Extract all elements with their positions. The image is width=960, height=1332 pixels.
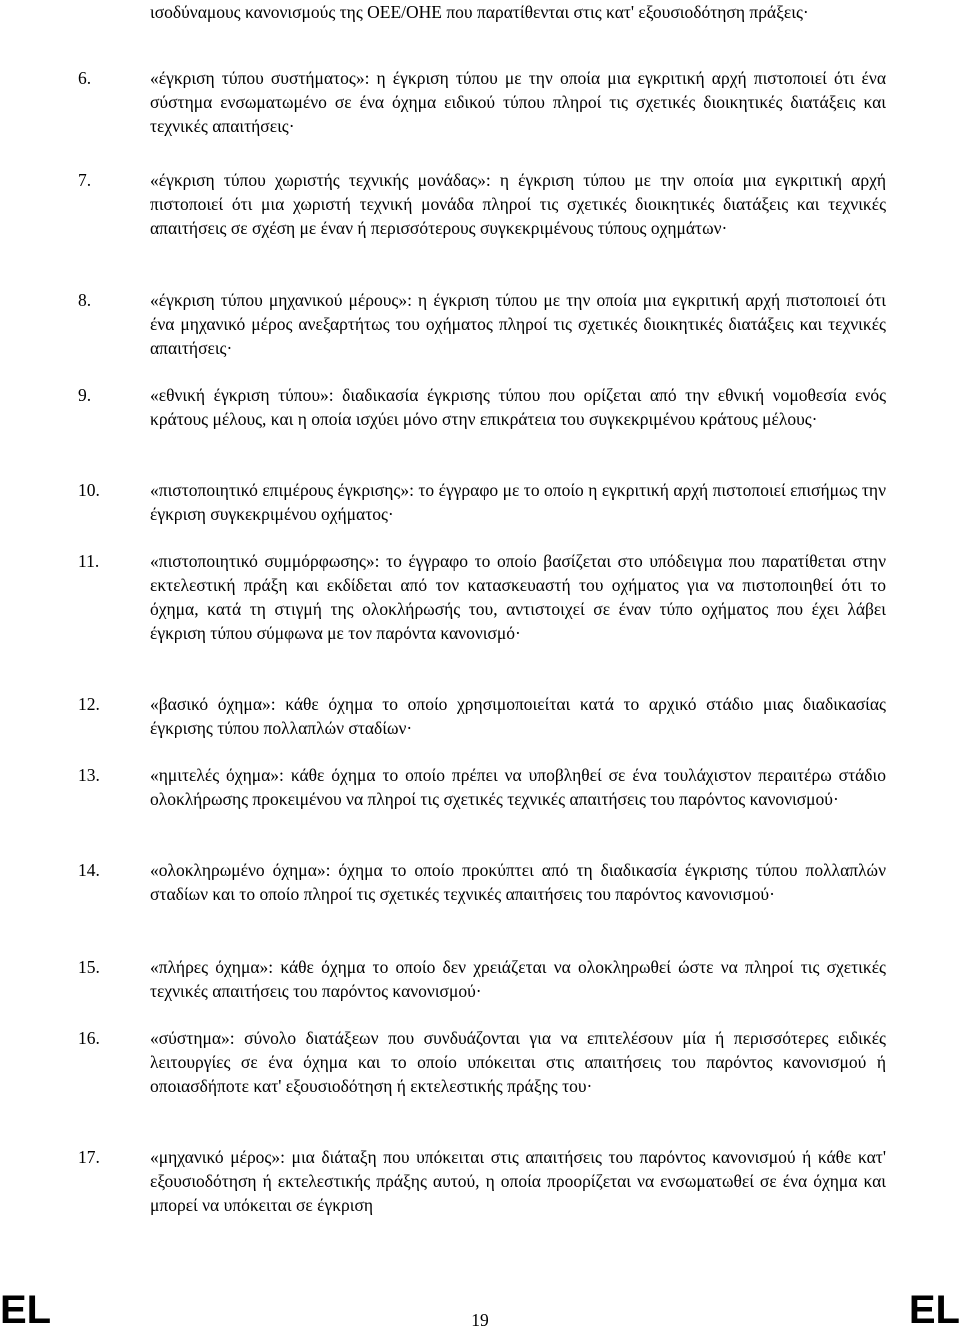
intro-paragraph: ισοδύναμους κανονισμούς της ΟΕΕ/ΟΗΕ που παρατίθενται στις κατ' εξουσιοδότηση πράξεις· — [150, 2, 809, 22]
definition-number: 14. — [78, 860, 100, 880]
definition-number: 9. — [78, 385, 92, 405]
definition-text: «πιστοποιητικό επιμέρους έγκρισης»: το έγγραφο με το οποίο η εγκριτική αρχή πιστοποιεί επισήμως την έγκριση συγκεκριμένου οχήματος· — [150, 480, 886, 524]
definition-number: 7. — [78, 170, 92, 190]
definition-text: «ημιτελές όχημα»: κάθε όχημα το οποίο πρέπει να υποβληθεί σε ένα τουλάχιστον περαιτέρω στάδιο ολοκλήρωσης προκειμένου να πληροί τις σχετικές τεχνικές απαιτήσεις του παρόντος κανονισμού· — [150, 765, 886, 809]
definition-text: «έγκριση τύπου μηχανικού μέρους»: η έγκριση τύπου με την οποία μια εγκριτική αρχή πιστοποιεί ότι ένα μηχανικό μέρος ανεξαρτήτως του οχήματος πληροί τις σχετικές διοικητικές διατάξεις και τεχνικές απαιτήσεις· — [150, 290, 886, 358]
definition-number: 17. — [78, 1147, 100, 1167]
definition-number: 6. — [78, 68, 92, 88]
page-number: 19 — [471, 1310, 489, 1330]
definition-text: «εθνική έγκριση τύπου»: διαδικασία έγκρισης τύπου που ορίζεται από την εθνική νομοθεσία ενός κράτους μέλους, και η οποία ισχύει μόνο στην επικράτεια του συγκεκριμένου κράτους μέλους· — [150, 385, 886, 429]
definition-number: 11. — [78, 551, 100, 571]
footer-language-label-right: EL — [908, 1288, 960, 1332]
footer-language-label-left: EL — [0, 1288, 52, 1332]
definition-text: «έγκριση τύπου συστήματος»: η έγκριση τύπου με την οποία μια εγκριτική αρχή πιστοποιεί ότι ένα σύστημα ενσωματωμένο σε ένα όχημα ειδικού τύπου πληροί τις σχετικές διοικητικές διατάξεις και τεχνικές απαιτήσεις· — [150, 68, 886, 136]
definition-text: «ολοκληρωμένο όχημα»: όχημα το οποίο προκύπτει από τη διαδικασία έγκρισης τύπου πολλαπλών σταδίων και το οποίο πληροί τις σχετικές τεχνικές απαιτήσεις του παρόντος κανονισμού· — [150, 860, 886, 904]
definition-text: «πλήρες όχημα»: κάθε όχημα το οποίο δεν χρειάζεται να ολοκληρωθεί ώστε να πληροί τις σχετικές τεχνικές απαιτήσεις του παρόντος κανονισμού· — [150, 957, 886, 1001]
definition-text: «σύστημα»: σύνολο διατάξεων που συνδυάζονται για να επιτελέσουν μία ή περισσότερες ειδικές λειτουργίες σε ένα όχημα και το οποίο υπόκειται στις απαιτήσεις του παρόντος κανονισμού ή οποιασδήποτε κατ' εξουσιοδότηση ή εκτελεστικής πράξης του· — [150, 1028, 886, 1096]
definition-text: «έγκριση τύπου χωριστής τεχνικής μονάδας»: η έγκριση τύπου με την οποία μια εγκριτική αρχή πιστοποιεί ότι μια χωριστή τεχνική μονάδα πληροί τις σχετικές διοικητικές διατάξεις και τεχνικές απαιτήσεις σε σχέση με έναν ή περισσότερους συγκεκριμένους τύπους οχημάτων· — [150, 170, 886, 238]
definition-number: 16. — [78, 1028, 100, 1048]
definition-number: 10. — [78, 480, 100, 500]
definition-text: «πιστοποιητικό συμμόρφωσης»: το έγγραφο το οποίο βασίζεται στο υπόδειγμα που παρατίθεται στην εκτελεστική πράξη και εκδίδεται από τον κατασκευαστή του οχήματος για να πιστοποιηθεί ότι το όχημα, κατά τη στιγμή της ολοκλήρωσής του, αντιστοιχεί σε έναν τύπο οχήματος που έχει λάβει έγκριση τύπου σύμφωνα με τον παρόντα κανονισμό· — [150, 551, 886, 643]
definition-text: «βασικό όχημα»: κάθε όχημα το οποίο χρησιμοποιείται κατά το αρχικό στάδιο μιας διαδικασίας έγκρισης τύπου πολλαπλών σταδίων· — [150, 694, 886, 738]
definition-number: 8. — [78, 290, 92, 310]
definition-number: 12. — [78, 694, 100, 714]
definition-number: 13. — [78, 765, 100, 785]
definition-number: 15. — [78, 957, 100, 977]
definition-text: «μηχανικό μέρος»: μια διάταξη που υπόκειται στις απαιτήσεις του παρόντος κανονισμού ή κάθε κατ' εξουσιοδότηση ή εκτελεστικής πράξης αυτού, η οποία προορίζεται να ενσωματωθεί σε ένα όχημα και μπορεί να υπόκειται σε έγκριση — [150, 1147, 886, 1215]
